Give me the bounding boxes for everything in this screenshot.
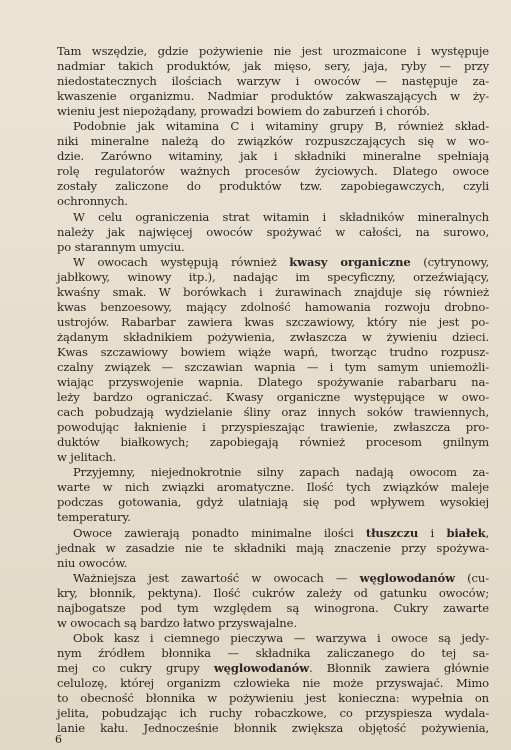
bold-term: węglowodanów xyxy=(359,570,455,585)
bold-term: węglowodanów xyxy=(213,660,310,675)
text-line: kry, błonnik, pektyna). Ilość cukrów zależy od gatunku owoców; xyxy=(57,585,489,600)
text-line: kwaszenie organizmu. Nadmiar produktów zakwaszających w ży- xyxy=(57,89,489,104)
text-line: Kwas szczawiowy bowiem wiąże wapń, tworząc trudno rozpusz- xyxy=(57,344,489,359)
text-line: niedostatecznych ilościach warzyw i owoców — następuje za- xyxy=(57,74,489,89)
text-line: rolę regulatorów ważnych procesów życiowych. Dlatego owoce xyxy=(57,164,489,179)
text-line: czalny związek — szczawian wapnia — i tym samym uniemożli- xyxy=(57,359,489,374)
text-line: Podobnie jak witamina C i witaminy grupy B, również skład- xyxy=(73,119,489,134)
paragraph xyxy=(57,465,489,525)
text-line: warte w nich związki aromatyczne. Ilość tych związków maleje xyxy=(57,480,489,495)
text-line: niu owoców. xyxy=(57,555,128,570)
text-line: kwas benzoesowy, mający zdolność hamowania rozwoju drobno- xyxy=(57,299,489,314)
text-line: temperatury. xyxy=(57,510,131,525)
text-line: kwaśny smak. W borówkach i żurawinach znajduje się również xyxy=(57,284,489,299)
text-line: ochronnych. xyxy=(57,194,128,209)
text-line: ustrojów. Rabarbar zawiera kwas szczawiowy, który nie jest po- xyxy=(57,314,489,329)
text-line: cach pobudzają wydzielanie śliny oraz innych soków trawiennych, xyxy=(57,405,489,420)
text-line: Tam wszędzie, gdzie pożywienie nie jest urozmaicone i występuje xyxy=(57,44,489,58)
paragraph xyxy=(57,119,489,209)
text-line: jelita, pobudzając ich ruchy robaczkowe, co przyspiesza wydala- xyxy=(57,706,489,721)
page-number: 6 xyxy=(55,733,62,746)
paragraph xyxy=(57,631,489,736)
text-line: należy jak najwięcej owoców spożywać w całości, na surowo, xyxy=(57,224,489,239)
text-line: leży bardzo ograniczać. Kwasy organiczne występujące w owo- xyxy=(57,390,489,405)
text-line: Obok kasz i ciemnego pieczywa — warzywa i owoce są jedy- xyxy=(73,630,489,645)
text-line: to obecność błonnika w pożywieniu jest konieczna: wypełnia on xyxy=(57,691,489,706)
text-line: Przyjemny, niejednokrotnie silny zapach nadają owocom za- xyxy=(73,465,489,480)
text-line: duktów białkowych; zapobiegają również procesom gnilnym xyxy=(57,435,489,450)
text-line: Owoce zawierają ponadto minimalne ilości tłuszczu i białek, xyxy=(73,525,489,540)
text-line: lanie kału. Jednocześnie błonnik zwiększa objętość pożywienia, xyxy=(57,721,489,736)
text-line: w owocach są bardzo łatwo przyswajalne. xyxy=(57,615,297,630)
paragraph xyxy=(57,255,489,466)
text-line: po starannym umyciu. xyxy=(57,239,185,254)
text-line: w jelitach. xyxy=(57,450,117,465)
text-line: mej co cukry grupy węglowodanów. Błonnik zawiera głównie xyxy=(57,660,489,675)
text-line: żądanym składnikiem pożywienia, zwłaszcza w żywieniu dzieci. xyxy=(57,329,489,344)
text-line: wieniu jest niepożądany, prowadzi bowiem do zaburzeń i chorób. xyxy=(57,104,430,119)
text-line: W owocach występują również kwasy organiczne (cytrynowy, xyxy=(73,254,489,269)
text-line: najbogatsze pod tym względem są winogrona. Cukry zawarte xyxy=(57,600,489,615)
body-text xyxy=(57,44,489,736)
text-line: Ważniejsza jest zawartość w owocach — węglowodanów (cu- xyxy=(73,570,489,585)
text-line: W celu ograniczenia strat witamin i składników mineralnych xyxy=(73,209,489,224)
paragraph xyxy=(57,571,489,631)
bold-term: kwasy organiczne xyxy=(289,254,411,269)
paragraph xyxy=(57,44,489,119)
paragraph xyxy=(57,210,489,255)
bold-term: białek xyxy=(446,525,486,540)
text-line: dzie. Zarówno witaminy, jak i składniki mineralne spełniają xyxy=(57,149,489,164)
text-line: celulozę, której organizm człowieka nie może przyswajać. Mimo xyxy=(57,675,489,690)
paragraph xyxy=(57,526,489,571)
text-line: powodując łaknienie i przyspieszając trawienie, zwłaszcza pro- xyxy=(57,420,489,435)
text-line: niki mineralne należą do związków rozpuszczających się w wo- xyxy=(57,134,489,149)
bold-term: tłuszczu xyxy=(365,525,419,540)
text-line: nadmiar takich produktów, jak mięso, sery, jaja, ryby — przy xyxy=(57,59,489,74)
text-line: jabłkowy, winowy itp.), nadając im specyficzny, orzeźwiający, xyxy=(57,269,489,284)
text-line: wiając przyswojenie wapnia. Dlatego spożywanie rabarbaru na- xyxy=(57,375,489,390)
text-line: zostały zaliczone do produktów tzw. zapobiegawczych, czyli xyxy=(57,179,489,194)
text-line: podczas gotowania, gdyż ulatniają się pod wpływem wysokiej xyxy=(57,495,489,510)
text-line: nym źródłem błonnika — składnika zaliczanego do tej sa- xyxy=(57,645,489,660)
text-line: jednak w zasadzie nie te składniki mają znaczenie przy spożywa- xyxy=(57,540,489,555)
